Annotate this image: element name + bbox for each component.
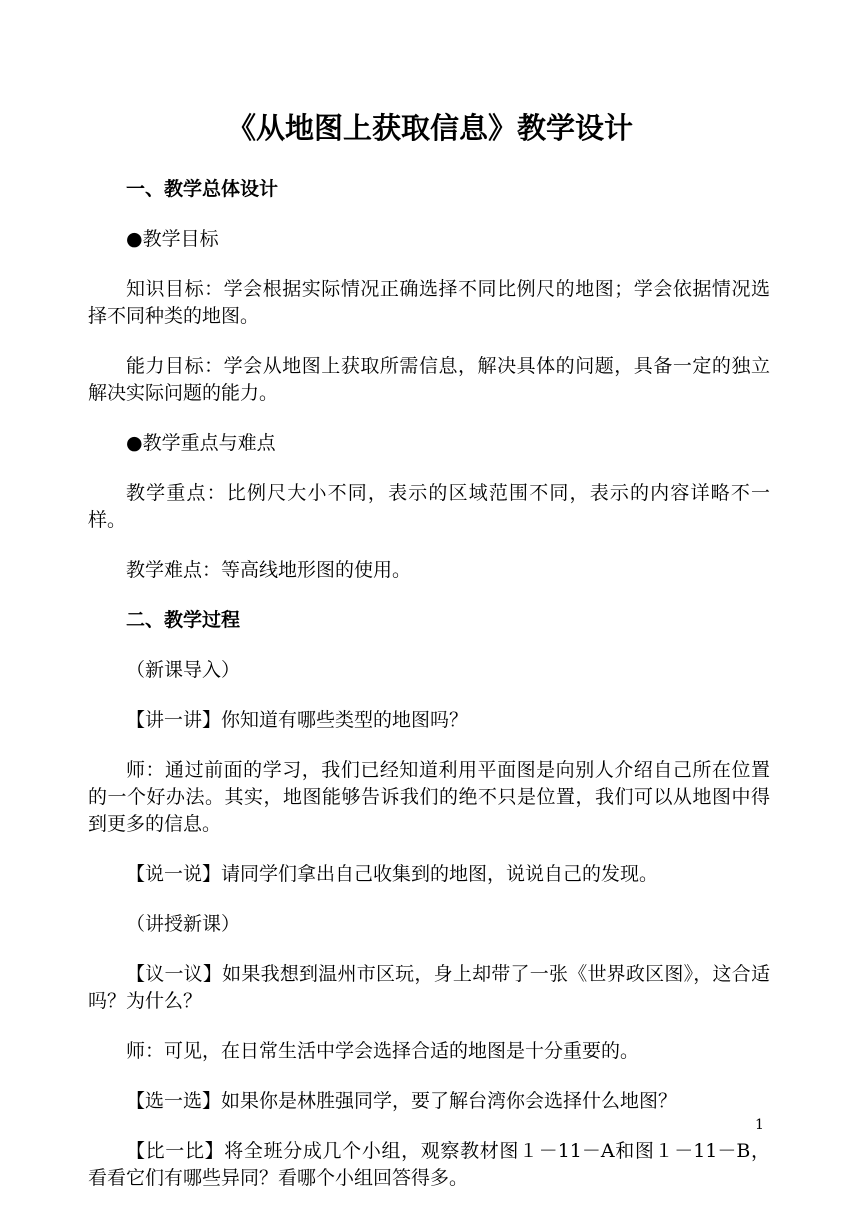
document-title: 《从地图上获取信息》教学设计 [226,111,633,145]
paragraph-new-lesson-label: （讲授新课） [126,913,241,935]
paragraph-compare: 【比一比】将全班分成几个小组，观察教材图１－11－A和图１－11－B，看看它们有哪些异同？看哪个小组回答得多。 [88,1140,770,1189]
subheading-key-points: ●教学重点与难点 [126,432,276,454]
page-number: 1 [755,1117,764,1133]
paragraph-key-point: 教学重点：比例尺大小不同，表示的区域范围不同，表示的内容详略不一样。 [88,482,770,531]
paragraph-talk: 【讲一讲】你知道有哪些类型的地图吗？ [126,709,469,731]
paragraph-difficult-point: 教学难点：等高线地形图的使用。 [126,559,412,581]
document-body [88,176,770,1215]
subheading-teaching-goals: ●教学目标 [126,228,219,250]
section-heading-overall-design: 一、教学总体设计 [126,178,279,200]
paragraph-say: 【说一说】请同学们拿出自己收集到的地图，说说自己的发现。 [126,863,659,885]
section-heading-teaching-process: 二、教学过程 [126,609,241,631]
paragraph-knowledge-goal: 知识目标：学会根据实际情况正确选择不同比例尺的地图；学会依据情况选择不同种类的地图。 [88,278,770,327]
paragraph-ability-goal: 能力目标：学会从地图上获取所需信息，解决具体的问题，具备一定的独立解决实际问题的能力。 [88,355,770,404]
paragraph-intro-label: （新课导入） [126,659,241,681]
paragraph-choose: 【选一选】如果你是林胜强同学，要了解台湾你会选择什么地图？ [126,1090,678,1112]
paragraph-teacher-1: 师：通过前面的学习，我们已经知道利用平面图是向别人介绍自己所在位置的一个好办法。其实，地图能够告诉我们的绝不只是位置，我们可以从地图中得到更多的信息。 [88,759,770,835]
paragraph-teacher-2: 师：可见，在日常生活中学会选择合适的地图是十分重要的。 [126,1040,640,1062]
paragraph-discuss: 【议一议】如果我想到温州市区玩，身上却带了一张《世界政区图》，这合适吗？为什么？ [88,963,770,1012]
